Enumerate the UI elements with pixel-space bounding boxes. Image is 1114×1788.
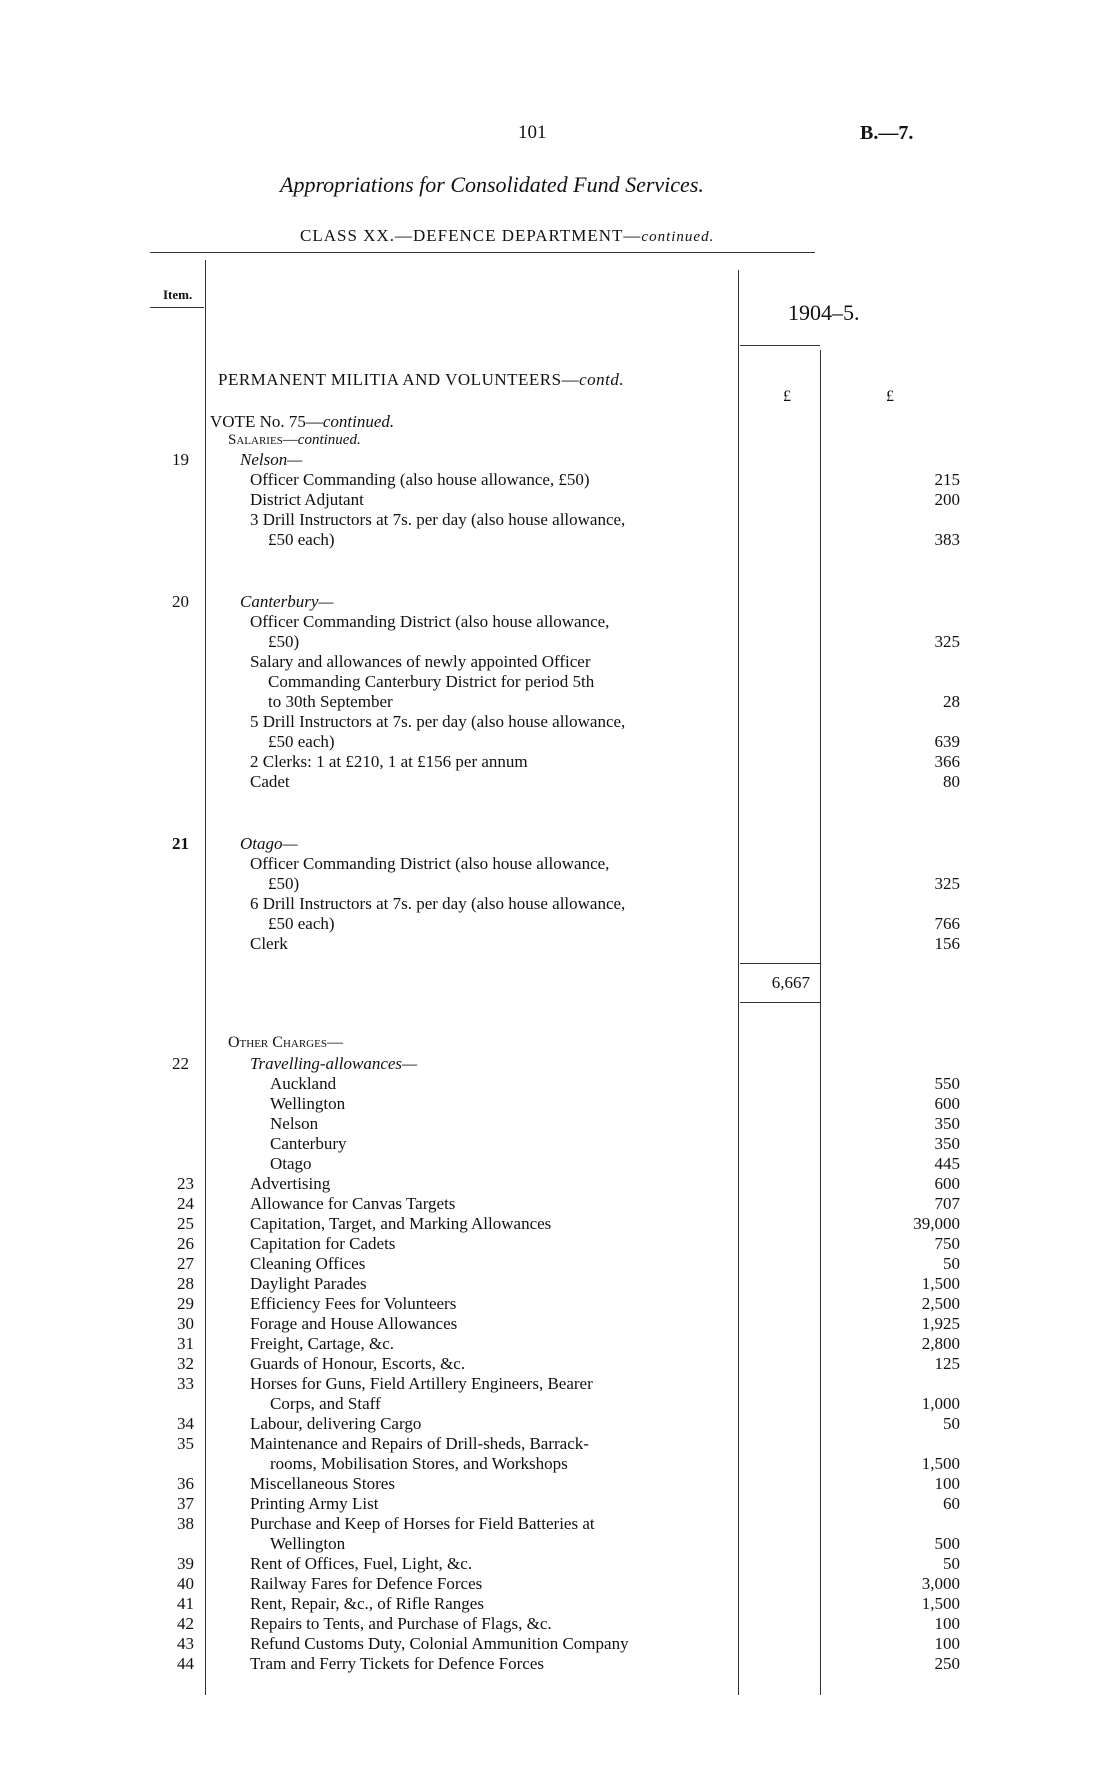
table-row xyxy=(150,1394,960,1414)
table-row xyxy=(150,1094,960,1114)
line-text: Cadet xyxy=(250,772,290,791)
line-amount: 600 xyxy=(934,1094,960,1113)
line-text: Clerk xyxy=(250,934,288,953)
item-number: 28 xyxy=(177,1274,194,1293)
line-text: Otago xyxy=(270,1154,312,1173)
line-amount: 639 xyxy=(934,732,960,751)
line-amount: 80 xyxy=(943,772,960,791)
item-number: 44 xyxy=(177,1654,194,1673)
table-row xyxy=(150,1654,960,1674)
line-text: Freight, Cartage, &c. xyxy=(250,1334,394,1353)
item-number: 20 xyxy=(172,592,189,611)
line-text: Nelson xyxy=(270,1114,319,1133)
line-text: 2 Clerks: 1 at £210, 1 at £156 per annum xyxy=(250,752,528,771)
item-header-rule xyxy=(150,307,204,308)
table-row xyxy=(150,1074,960,1094)
list-item xyxy=(150,470,960,490)
document-reference: B.—7. xyxy=(860,122,914,144)
page-title: Appropriations for Consolidated Fund Services. xyxy=(280,172,704,197)
line-text: Corps, and Staff xyxy=(270,1394,381,1413)
line-text: Advertising xyxy=(250,1174,331,1193)
item-number: 25 xyxy=(177,1214,194,1233)
table-row xyxy=(150,1274,960,1294)
table-row xyxy=(150,1114,960,1134)
line-text: Officer Commanding District (also house allowance, xyxy=(250,854,610,873)
list-item xyxy=(150,612,830,632)
item-number: 30 xyxy=(177,1314,194,1333)
item-column-header: Item. xyxy=(163,287,193,302)
list-item xyxy=(150,772,960,792)
table-row xyxy=(150,1354,960,1374)
item-number: 33 xyxy=(177,1374,194,1393)
line-text: £50) xyxy=(268,874,300,893)
table-row xyxy=(150,1254,960,1274)
line-text: Salary and allowances of newly appointed Officer xyxy=(250,652,591,671)
list-item xyxy=(150,490,960,510)
table-row xyxy=(150,1474,960,1494)
line-amount: 100 xyxy=(934,1634,960,1653)
line-text: Purchase and Keep of Horses for Field Batteries at xyxy=(250,1514,595,1533)
table-row xyxy=(150,1614,960,1634)
item-number: 43 xyxy=(177,1634,194,1653)
section-title xyxy=(218,370,624,390)
line-amount: 50 xyxy=(943,1414,960,1433)
line-text: Capitation, Target, and Marking Allowances xyxy=(250,1214,552,1233)
line-text: 3 Drill Instructors at 7s. per day (also house allowance, xyxy=(250,510,626,529)
list-item xyxy=(150,894,830,914)
year-header: 1904–5. xyxy=(788,300,860,325)
class-heading xyxy=(300,226,714,246)
salaries-text: Salaries— xyxy=(228,432,298,448)
table-row xyxy=(150,1334,960,1354)
line-amount: 200 xyxy=(934,490,960,509)
line-text: Miscellaneous Stores xyxy=(250,1474,395,1493)
table-row xyxy=(150,1594,960,1614)
line-amount: 325 xyxy=(934,632,960,651)
vote-contd: continued. xyxy=(322,412,395,431)
line-text: Repairs to Tents, and Purchase of Flags, &c. xyxy=(250,1614,552,1633)
salaries-contd: continued. xyxy=(297,432,361,448)
table-row xyxy=(150,1194,960,1214)
line-amount: 3,000 xyxy=(921,1574,960,1593)
list-item xyxy=(150,712,830,732)
item-number: 31 xyxy=(177,1334,194,1353)
item-number: 23 xyxy=(177,1174,194,1193)
subtotal-rule-bottom xyxy=(740,1002,820,1003)
table-row xyxy=(150,1414,960,1434)
line-text: £50 each) xyxy=(268,914,335,933)
item-number: 40 xyxy=(177,1574,194,1593)
line-text: Maintenance and Repairs of Drill-sheds, Barrack- xyxy=(250,1434,589,1453)
line-text: Officer Commanding District (also house allowance, xyxy=(250,612,610,631)
list-item xyxy=(150,752,960,772)
item-number: 42 xyxy=(177,1614,194,1633)
table-top-rule xyxy=(150,252,815,253)
line-amount: 1,500 xyxy=(921,1274,960,1293)
line-text: Officer Commanding (also house allowance, £50) xyxy=(250,470,590,489)
line-amount: 550 xyxy=(934,1074,960,1093)
item-number: 22 xyxy=(172,1054,189,1073)
item-number: 27 xyxy=(177,1254,194,1273)
line-amount: 325 xyxy=(934,874,960,893)
item-number: 29 xyxy=(177,1294,194,1313)
section-title-text: PERMANENT MILITIA AND VOLUNTEERS— xyxy=(218,370,580,389)
item-number: 26 xyxy=(177,1234,194,1253)
line-amount: 156 xyxy=(934,934,960,953)
line-text: £50 each) xyxy=(268,732,335,751)
line-text: £50 each) xyxy=(268,530,335,549)
line-text: Guards of Honour, Escorts, &c. xyxy=(250,1354,466,1373)
line-text: rooms, Mobilisation Stores, and Workshops xyxy=(270,1454,568,1473)
subtotal-rule-top xyxy=(740,963,820,964)
table-row xyxy=(150,1534,960,1554)
list-item xyxy=(150,672,830,692)
line-text: 6 Drill Instructors at 7s. per day (also house allowance, xyxy=(250,894,626,913)
line-amount: 28 xyxy=(943,692,960,711)
year-rule xyxy=(740,345,820,346)
vote-text: VOTE No. 75— xyxy=(210,412,323,431)
line-amount: 50 xyxy=(943,1554,960,1573)
table-row xyxy=(150,1434,830,1454)
line-text: Daylight Parades xyxy=(250,1274,367,1293)
line-amount: 50 xyxy=(943,1254,960,1273)
list-item xyxy=(150,914,960,934)
line-text: Efficiency Fees for Volunteers xyxy=(250,1294,457,1313)
currency-left: £ xyxy=(783,388,791,405)
line-text: Refund Customs Duty, Colonial Ammunition Company xyxy=(250,1634,629,1653)
page-number: 101 xyxy=(518,122,547,143)
line-text: Tram and Ferry Tickets for Defence Forces xyxy=(250,1654,544,1673)
line-amount: 125 xyxy=(934,1354,960,1373)
line-amount: 766 xyxy=(934,914,960,933)
line-text: Canterbury xyxy=(270,1134,347,1153)
line-text: Cleaning Offices xyxy=(250,1254,366,1273)
line-text: Labour, delivering Cargo xyxy=(250,1414,422,1433)
line-text: Horses for Guns, Field Artillery Engineers, Bearer xyxy=(250,1374,593,1393)
table-row xyxy=(150,1554,960,1574)
line-text: Rent of Offices, Fuel, Light, &c. xyxy=(250,1554,473,1573)
line-amount: 60 xyxy=(943,1494,960,1513)
item-number: 38 xyxy=(177,1514,194,1533)
line-text: Wellington xyxy=(270,1534,346,1553)
line-amount: 215 xyxy=(934,470,960,489)
line-amount: 1,500 xyxy=(921,1454,960,1473)
line-text: Railway Fares for Defence Forces xyxy=(250,1574,483,1593)
line-amount: 366 xyxy=(934,752,960,771)
line-amount: 350 xyxy=(934,1114,960,1133)
line-amount: 750 xyxy=(934,1234,960,1253)
list-item xyxy=(150,530,960,550)
table-row xyxy=(150,1134,960,1154)
vote-heading xyxy=(210,412,394,432)
list-item xyxy=(150,632,960,652)
item-number: 39 xyxy=(177,1554,194,1573)
line-amount: 1,500 xyxy=(921,1594,960,1613)
list-item xyxy=(150,934,960,954)
line-amount: 39,000 xyxy=(913,1214,960,1233)
item-number: 19 xyxy=(172,450,189,469)
table-row xyxy=(150,1494,960,1514)
table-row xyxy=(150,1314,960,1334)
line-amount: 2,800 xyxy=(921,1334,960,1353)
table-row xyxy=(150,1454,960,1474)
line-amount: 707 xyxy=(934,1194,960,1213)
list-item xyxy=(150,510,830,530)
line-text: Printing Army List xyxy=(250,1494,379,1513)
line-amount: 1,925 xyxy=(921,1314,960,1333)
item-number: 37 xyxy=(177,1494,194,1513)
line-text: Forage and House Allowances xyxy=(250,1314,458,1333)
line-text: £50) xyxy=(268,632,300,651)
line-amount: 445 xyxy=(934,1154,960,1173)
list-item xyxy=(150,732,960,752)
list-item xyxy=(150,652,830,672)
line-text: Auckland xyxy=(270,1074,337,1093)
line-text: Allowance for Canvas Targets xyxy=(250,1194,456,1213)
item-number: 24 xyxy=(177,1194,194,1213)
item-number: 21 xyxy=(172,834,189,853)
nelson-heading: Nelson— xyxy=(240,450,303,469)
list-item xyxy=(150,692,960,712)
line-text: Rent, Repair, &c., of Rifle Ranges xyxy=(250,1594,484,1613)
line-text: to 30th September xyxy=(268,692,393,711)
item-number: 34 xyxy=(177,1414,194,1433)
travel-heading: Travelling-allowances— xyxy=(250,1054,418,1073)
item-number: 36 xyxy=(177,1474,194,1493)
line-text: 5 Drill Instructors at 7s. per day (also house allowance, xyxy=(250,712,626,731)
line-amount: 250 xyxy=(934,1654,960,1673)
line-amount: 600 xyxy=(934,1174,960,1193)
line-amount: 1,000 xyxy=(921,1394,960,1413)
line-amount: 100 xyxy=(934,1614,960,1633)
other-charges-heading: Other Charges— xyxy=(228,1034,343,1051)
table-row xyxy=(150,1154,960,1174)
table-row xyxy=(150,1514,830,1534)
table-row xyxy=(150,1294,960,1314)
item-number: 41 xyxy=(177,1594,194,1613)
line-amount: 383 xyxy=(934,530,960,549)
table-row xyxy=(150,1374,830,1394)
table-row xyxy=(150,1574,960,1594)
list-item xyxy=(150,874,960,894)
class-heading-text: CLASS XX.—DEFENCE DEPARTMENT— xyxy=(300,226,642,245)
currency-right: £ xyxy=(886,388,894,405)
table-row xyxy=(150,1214,960,1234)
list-item xyxy=(150,854,830,874)
table-row xyxy=(150,1634,960,1654)
line-amount: 350 xyxy=(934,1134,960,1153)
otago-heading: Otago— xyxy=(240,834,298,853)
line-text: Commanding Canterbury District for period 5th xyxy=(268,672,595,691)
line-text: Wellington xyxy=(270,1094,346,1113)
table-row xyxy=(150,1234,960,1254)
section-title-contd: contd. xyxy=(579,370,625,389)
class-heading-contd: continued. xyxy=(641,229,715,245)
table-row xyxy=(150,1174,960,1194)
item-number: 35 xyxy=(177,1434,194,1453)
line-text: Capitation for Cadets xyxy=(250,1234,396,1253)
item-number: 32 xyxy=(177,1354,194,1373)
line-amount: 500 xyxy=(934,1534,960,1553)
line-text: District Adjutant xyxy=(250,490,364,509)
salaries-subtotal: 6,667 xyxy=(771,973,810,992)
line-amount: 100 xyxy=(934,1474,960,1493)
salaries-heading xyxy=(228,432,361,449)
line-amount: 2,500 xyxy=(921,1294,960,1313)
canterbury-heading: Canterbury— xyxy=(240,592,334,611)
